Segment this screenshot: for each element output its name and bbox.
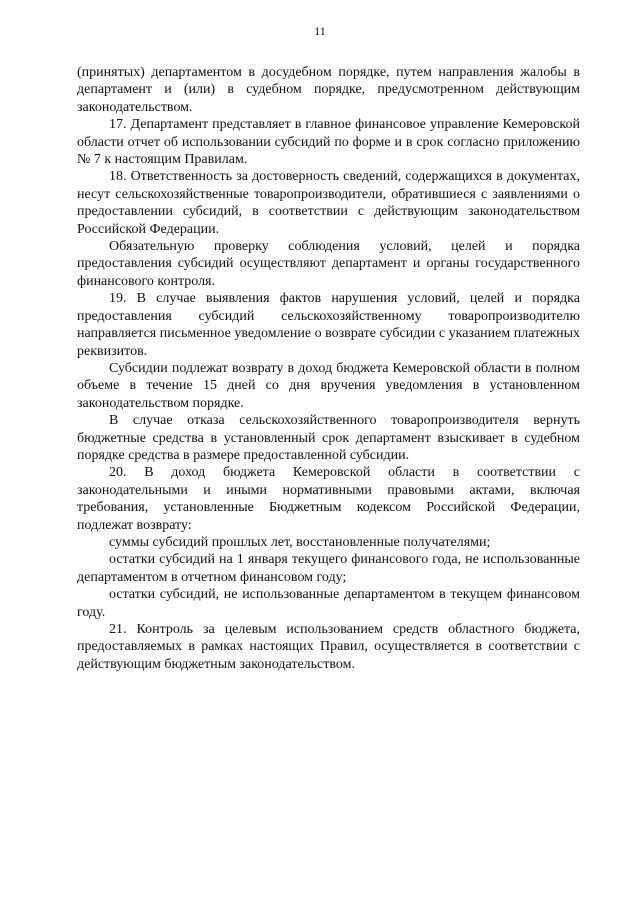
document-body — [77, 64, 580, 673]
paragraph-20-item-3: остатки субсидий, не использованные департаментом в текущем финансовом году. — [77, 587, 580, 620]
page-number: 11 — [314, 24, 326, 38]
paragraph-17: 17. Департамент представляет в главное финансовое управление Кемеровской области отчет об использовании субсидий по форме и в срок согласно приложению № 7 к настоящим Правилам. — [77, 117, 580, 168]
paragraph-continuation: (принятых) департаментом в досудебном порядке, путем направления жалобы в департамент и (или) в судебном порядке, предусмотренном действующим законодательством. — [77, 65, 580, 115]
paragraph-20-item-1: суммы субсидий прошлых лет, восстановленные получателями; — [109, 534, 491, 550]
paragraph-21: 21. Контроль за целевым использованием средств областного бюджета, предоставляемых в рамках настоящих Правил, осуществляется в соответствии с действующим бюджетным законодательством. — [77, 622, 580, 672]
paragraph-20: 20. В доход бюджета Кемеровской области в соответствии с законодательными и иными нормативными правовыми актами, включая требования, установленные Бюджетным кодексом Российской Федерации, подлежат возврату: — [77, 465, 580, 533]
paragraph-20-item-2: остатки субсидий на 1 января текущего финансового года, не использованные департаментом в отчетном финансовом году; — [77, 552, 580, 585]
paragraph-19-refund: Субсидии подлежат возврату в доход бюджета Кемеровской области в полном объеме в течение 15 дней со дня вручения уведомления в установленном законодательством порядке. — [77, 360, 580, 411]
paragraph-18: 18. Ответственность за достоверность сведений, содержащихся в документах, несут сельскохозяйственные товаропроизводители, обратившиеся с заявлениями о предоставлении субсидий, в соответствии с действующим законодательством Российской Федерации. — [77, 169, 580, 237]
paragraph-19: 19. В случае выявления фактов нарушения условий, целей и порядка предоставления субсидий сельскохозяйственному товаропроизводителю направляется письменное уведомление о возврате субсидии с указанием платежных реквизитов. — [77, 291, 580, 359]
paragraph-19-refusal: В случае отказа сельскохозяйственного товаропроизводителя вернуть бюджетные средства в установленный срок департамент взыскивает в судебном порядке средства в размере предоставленной субсидии. — [77, 413, 580, 463]
paragraph-18-control: Обязательную проверку соблюдения условий, целей и порядка предоставления субсидий осуществляют департамент и органы государственного финансового контроля. — [77, 239, 580, 289]
